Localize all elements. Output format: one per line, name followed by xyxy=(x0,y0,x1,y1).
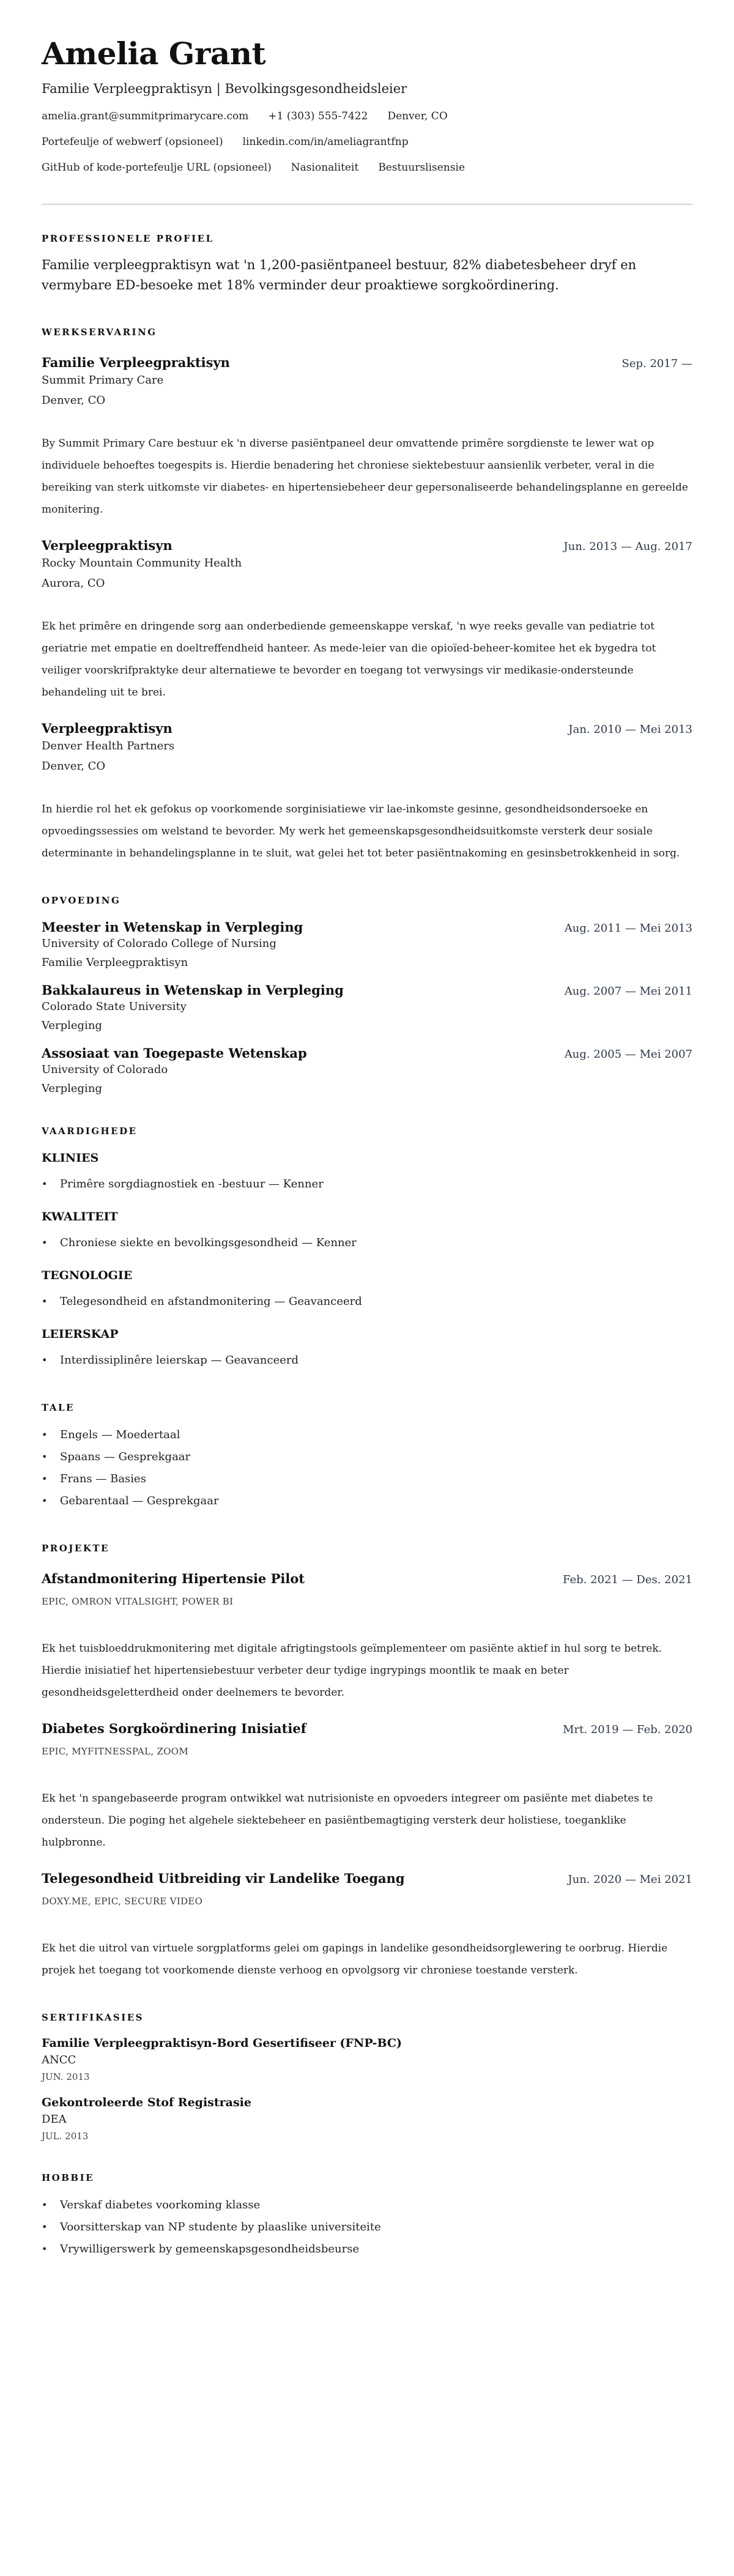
header-divider xyxy=(42,204,692,205)
skill-item: • Telegesondheid en afstandmonitering — Geavanceerd xyxy=(42,1291,692,1313)
degree-title: Meester in Wetenskap in Verpleging xyxy=(42,919,303,935)
section-profile xyxy=(42,233,692,296)
project-tech: EPIC, OMRON VITALSIGHT, POWER BI xyxy=(42,1595,234,1607)
job-location: Aurora, CO xyxy=(42,576,105,590)
section-title: OPVOEDING xyxy=(42,894,121,906)
project-entry xyxy=(42,1571,692,1704)
skill-item: • Primêre sorgdiagnostiek en -bestuur — Kenner xyxy=(42,1173,692,1195)
school-name: University of Colorado xyxy=(42,1063,168,1076)
candidate-name: Amelia Grant xyxy=(42,35,266,72)
certification-issuer: DEA xyxy=(42,2112,67,2126)
skill-group-title: LEIERSKAP xyxy=(42,1327,119,1341)
contact-row-1 xyxy=(42,109,692,124)
contact-portfolio[interactable]: Portefeulje of webwerf (opsioneel) xyxy=(42,136,223,149)
project-dates: Mrt. 2019 — Feb. 2020 xyxy=(563,1723,692,1736)
section-languages xyxy=(42,1402,692,1512)
section-title: TALE xyxy=(42,1401,75,1413)
degree-dates: Aug. 2005 — Mei 2007 xyxy=(564,1047,692,1061)
degree-title: Assosiaat van Toegepaste Wetenskap xyxy=(42,1045,307,1061)
hobby-item: • Vrywilligerswerk by gemeenskapsgesondheidsbeurse xyxy=(42,2238,692,2260)
project-name: Afstandmonitering Hipertensie Pilot xyxy=(42,1570,305,1586)
language-item: • Spaans — Gesprekgaar xyxy=(42,1446,692,1468)
skill-group xyxy=(42,1151,692,1195)
project-name: Telegesondheid Uitbreiding vir Landelike Toegang xyxy=(42,1870,405,1886)
skill-item: • Interdissiplinêre leierskap — Geavanceerd xyxy=(42,1349,692,1372)
job-description: By Summit Primary Care bestuur ek 'n diverse pasiëntpaneel deur omvattende primêre sorgdienste te lewer wat op individuele behoeftes toegespits is. Hierdie benadering het chroniese siektebestuur aansienlik verbeter, veral in die bereiking van sterk uitkomste vir diabetes- en hipertensiebeheer deur gepersonaliseerde behandelingsplanne en gereelde monitering. xyxy=(42,437,688,516)
contact-drivers-license: Bestuurslisensie xyxy=(378,161,465,174)
job-title: Verpleegpraktisyn xyxy=(42,720,172,736)
skill-item: • Chroniese siekte en bevolkingsgesondheid — Kenner xyxy=(42,1232,692,1254)
job-title: Familie Verpleegpraktisyn xyxy=(42,354,230,370)
section-hobbies xyxy=(42,2172,692,2260)
job-dates: Jun. 2013 — Aug. 2017 xyxy=(563,540,692,553)
section-title: SERTIFIKASIES xyxy=(42,2011,144,2023)
profile-summary: Familie verpleegpraktisyn wat 'n 1,200-pasiëntpaneel bestuur, 82% diabetesbeheer dryf en vermybare ED-besoeke met 18% verminder deur proaktiewe sorgkoördinering. xyxy=(42,257,637,293)
contact-nationality: Nasionaliteit xyxy=(291,161,359,174)
skill-group-title: KWALITEIT xyxy=(42,1209,118,1223)
contact-email[interactable]: amelia.grant@summitprimarycare.com xyxy=(42,110,249,123)
job-employer: Denver Health Partners xyxy=(42,739,175,752)
contact-github[interactable]: GitHub of kode-portefeulje URL (opsioneel) xyxy=(42,161,272,174)
field-of-study: Familie Verpleegpraktisyn xyxy=(42,956,188,969)
skill-group xyxy=(42,1269,692,1313)
contact-location: Denver, CO xyxy=(387,110,448,123)
project-dates: Feb. 2021 — Des. 2021 xyxy=(563,1573,692,1586)
education-entry xyxy=(42,1045,692,1095)
job-description: In hierdie rol het ek gefokus op voorkomende sorginisiatiewe vir lae-inkomste gesinne, gesondheidsondersoeke en opvoedingssessies om welstand te bevorder. My werk het gemeenskapsgesondheidsuitkomste versterk deur sosiale determinante in behandelingsplanne in te sluit, wat gelei het tot beter pasiëntnakoming en gesinsbetrokkenheid in sorg. xyxy=(42,803,680,859)
certification-name: Gekontroleerde Stof Registrasie xyxy=(42,2095,251,2109)
contact-phone[interactable]: +1 (303) 555-7422 xyxy=(268,110,368,123)
section-experience xyxy=(42,327,692,864)
school-name: University of Colorado College of Nursing xyxy=(42,937,276,950)
skill-group-title: TEGNOLOGIE xyxy=(42,1268,133,1282)
section-title: HOBBIE xyxy=(42,2172,95,2183)
hobby-item: • Voorsitterskap van NP studente by plaaslike universiteite xyxy=(42,2216,692,2238)
section-title: PROFESSIONELE PROFIEL xyxy=(42,232,214,244)
certification-date: JUL. 2013 xyxy=(42,2130,89,2142)
experience-entry xyxy=(42,538,692,703)
field-of-study: Verpleging xyxy=(42,1082,102,1095)
education-entry xyxy=(42,982,692,1032)
skill-group xyxy=(42,1327,692,1372)
skill-group-title: KLINIES xyxy=(42,1151,99,1165)
project-tech: EPIC, MYFITNESSPAL, ZOOM xyxy=(42,1745,189,1757)
skill-group xyxy=(42,1210,692,1254)
project-description: Ek het die uitrol van virtuele sorgplatforms gelei om gapings in landelike gesondheidsorglewering te oorbrug. Hierdie projek het toegang tot voorkomende dienste verhoog en opvolgsorg vir chroniese toestande versterk. xyxy=(42,1942,668,1977)
contact-row-3 xyxy=(42,161,692,176)
experience-entry xyxy=(42,721,692,864)
section-title: WERKSERVARING xyxy=(42,326,157,338)
project-description: Ek het tuisbloeddrukmonitering met digitale afrigtingstools geïmplementeer om pasiënte aktief in hul sorg te betrek. Hierdie inisiatief het hipertensiebestuur verbeter deur tydige ingrypings moontlik te maak en beter gesondheidsgeletterdheid onder deelnemers te bevorder. xyxy=(42,1642,662,1699)
language-item: • Gebarentaal — Gesprekgaar xyxy=(42,1490,692,1512)
section-projects xyxy=(42,1543,692,1981)
degree-dates: Aug. 2011 — Mei 2013 xyxy=(564,921,692,935)
project-dates: Jun. 2020 — Mei 2021 xyxy=(568,1873,692,1886)
job-description: Ek het primêre en dringende sorg aan onderbediende gemeenskappe verskaf, 'n wye reeks gevalle van pediatrie tot geriatrie met empatie en doeltreffendheid hanteer. As mede-leier van die opioïed-beheer-komitee het ek bygedra tot veiliger voorskrifpraktyke deur alternatiewe te bevorder en toegang tot verwysings vir medikasie-ondersteunde behandeling uit te brei. xyxy=(42,620,656,699)
certification-date: JUN. 2013 xyxy=(42,2071,90,2082)
project-tech: DOXY.ME, EPIC, SECURE VIDEO xyxy=(42,1895,203,1907)
language-item: • Engels — Moedertaal xyxy=(42,1424,692,1446)
job-employer: Rocky Mountain Community Health xyxy=(42,556,242,570)
job-title: Verpleegpraktisyn xyxy=(42,537,172,553)
contact-linkedin[interactable]: linkedin.com/in/ameliagrantfnp xyxy=(242,136,409,149)
job-employer: Summit Primary Care xyxy=(42,373,164,387)
certification-entry xyxy=(42,2096,692,2142)
resume-header xyxy=(42,35,692,205)
section-title: PROJEKTE xyxy=(42,1542,109,1554)
section-education xyxy=(42,895,692,1095)
section-skills xyxy=(42,1126,692,1372)
education-entry xyxy=(42,919,692,969)
hobby-item: • Verskaf diabetes voorkoming klasse xyxy=(42,2194,692,2216)
degree-title: Bakkalaureus in Wetenskap in Verpleging xyxy=(42,982,344,998)
section-certifications xyxy=(42,2012,692,2142)
job-location: Denver, CO xyxy=(42,759,106,773)
certification-entry xyxy=(42,2036,692,2082)
experience-entry xyxy=(42,355,692,521)
project-name: Diabetes Sorgkoördinering Inisiatief xyxy=(42,1720,306,1736)
job-location: Denver, CO xyxy=(42,393,106,407)
field-of-study: Verpleging xyxy=(42,1019,102,1032)
candidate-headline: Familie Verpleegpraktisyn | Bevolkingsgesondheidsleier xyxy=(42,81,407,96)
language-item: • Frans — Basies xyxy=(42,1468,692,1490)
certification-name: Familie Verpleegpraktisyn-Bord Gesertifiseer (FNP-BC) xyxy=(42,2036,402,2050)
project-entry xyxy=(42,1871,692,1981)
section-title: VAARDIGHEDE xyxy=(42,1125,138,1137)
contact-row-2 xyxy=(42,135,692,150)
certification-issuer: ANCC xyxy=(42,2053,76,2066)
project-description: Ek het 'n spangebaseerde program ontwikkel wat nutrisioniste en opvoeders integreer om pasiënte met diabetes te ondersteun. Die poging het algehele siektebeheer en pasiëntbemagtiging versterk deur holistiese, toeganklike hulpbronne. xyxy=(42,1792,653,1849)
job-dates: Jan. 2010 — Mei 2013 xyxy=(568,722,692,736)
degree-dates: Aug. 2007 — Mei 2011 xyxy=(564,984,692,998)
school-name: Colorado State University xyxy=(42,1000,187,1013)
project-entry xyxy=(42,1721,692,1854)
job-dates: Sep. 2017 — xyxy=(621,357,692,370)
